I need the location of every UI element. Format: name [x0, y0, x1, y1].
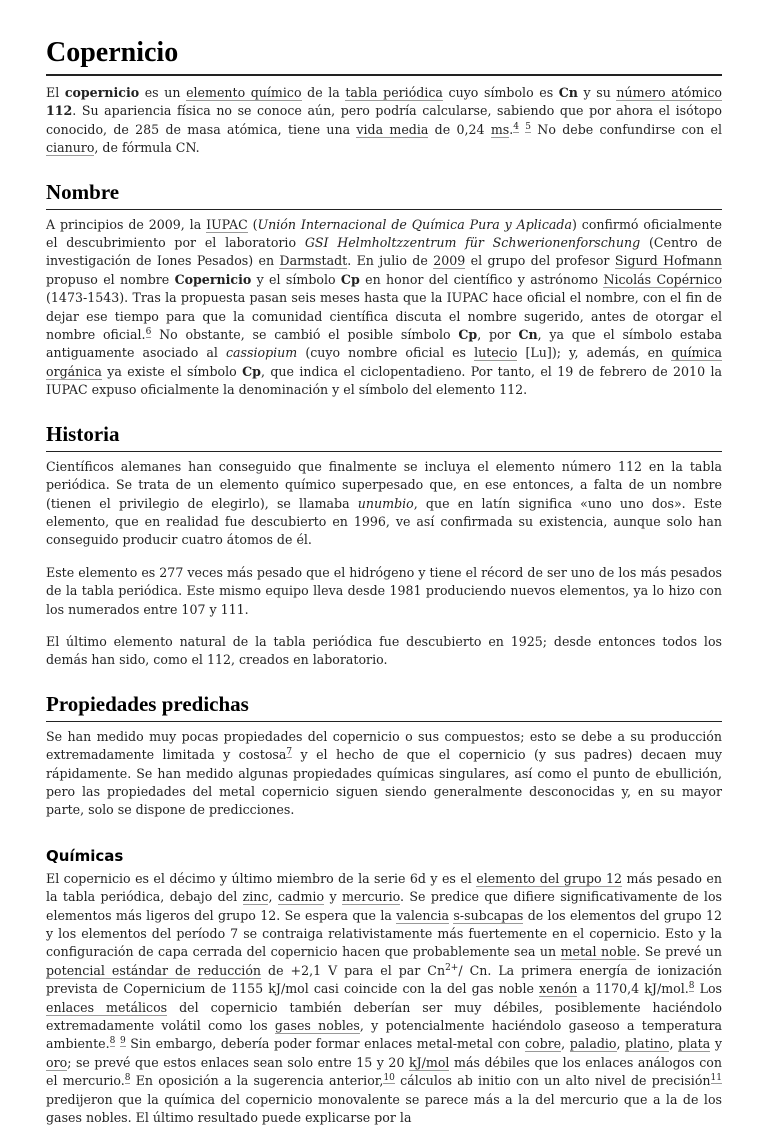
text: Los	[694, 981, 722, 997]
link-lutecio[interactable]: lutecio	[474, 345, 518, 361]
text: ,	[669, 1036, 679, 1052]
charge-superscript: 2+	[445, 962, 459, 973]
link-sigurd-hofmann[interactable]: Sigurd Hofmann	[614, 253, 722, 269]
text: de los elementos del grupo 12 y los elementos del período 7 se contraiga relativistamente más fuertemente en el copernicio. Esto y la configuración de capa cerrada del copernicio hacen que probablemente sea un	[46, 907, 722, 960]
link-potencial-estandar[interactable]: potencial estándar de reducción	[46, 962, 262, 978]
text: No obstante, se cambió el posible símbolo	[151, 327, 459, 343]
link-mercurio[interactable]: mercurio	[341, 889, 400, 905]
text: más pesado en la tabla periódica, debajo del	[46, 870, 722, 905]
ref-7[interactable]: 7	[286, 747, 293, 758]
page-title: Copernicio	[46, 36, 722, 76]
ref-4[interactable]: 4	[513, 121, 519, 132]
link-s-subcapas[interactable]: s-subcapas	[453, 907, 524, 923]
bold-term: Cp	[242, 363, 261, 379]
text: . En julio de	[347, 253, 434, 269]
text: ) confirmó oficialmente el descubrimiento por el laboratorio	[46, 216, 722, 251]
text: , y potencialmente haciéndolo gaseoso a temperatura ambiente.	[46, 1018, 722, 1052]
text: (cuyo nombre oficial es	[297, 345, 475, 361]
italic-text: cassiopium	[225, 345, 298, 361]
link-metal-noble[interactable]: metal noble	[560, 944, 637, 960]
text: No debe confundirse con el	[531, 121, 722, 137]
link-quimica-organica[interactable]: química orgánica	[46, 345, 722, 379]
link-nicolas-copernico[interactable]: Nicolás Copérnico	[603, 271, 722, 287]
text: y	[710, 1036, 722, 1052]
link-gases-nobles[interactable]: gases nobles	[274, 1018, 360, 1034]
text: y su	[577, 85, 617, 100]
text: A principios de 2009, la	[46, 216, 207, 232]
link-paladio[interactable]: paladio	[569, 1036, 617, 1052]
text: es un	[139, 85, 187, 100]
ref-8[interactable]: 8	[688, 981, 695, 992]
text: cálculos ab initio con un alto nivel de precisión	[394, 1073, 711, 1089]
link-oro[interactable]: oro	[46, 1054, 68, 1070]
text: , ya que el símbolo estaba antiguamente asociado al	[46, 327, 722, 361]
section-heading-nombre: Nombre	[46, 178, 722, 210]
text: . Se prevé un	[636, 944, 723, 960]
text: ,	[268, 889, 278, 905]
text: ya existe el símbolo	[101, 363, 243, 379]
ref-5[interactable]: 5	[525, 121, 532, 132]
nombre-paragraph	[46, 216, 722, 400]
quimicas-paragraph	[46, 870, 722, 1127]
ref-6[interactable]: 6	[145, 327, 152, 338]
link-kj-mol[interactable]: kJ/mol	[408, 1054, 450, 1070]
link-iupac[interactable]: IUPAC	[206, 216, 248, 232]
text: de 0,24	[428, 121, 491, 137]
text: ; se prevé que estos enlaces sean solo entre 15 y 20	[67, 1054, 409, 1070]
subsection-heading-quimicas: Químicas	[46, 846, 124, 865]
bold-term: Cp	[340, 271, 360, 287]
link-xenon[interactable]: xenón	[539, 981, 578, 997]
section-heading-historia: Historia	[46, 420, 722, 452]
text: más débiles que los enlaces análogos con el mercurio.	[46, 1054, 722, 1089]
bold-term: Cp	[458, 327, 478, 343]
link-elemento-quimico[interactable]: elemento químico	[186, 85, 302, 100]
italic-text: Unión Internacional de Química Pura y Aplicada	[257, 216, 572, 232]
text: de la	[301, 85, 346, 100]
text: de +2,1 V para el par Cn	[261, 962, 446, 978]
bold-term: Cn	[558, 85, 578, 100]
text: y	[324, 889, 342, 905]
link-darmstadt[interactable]: Darmstadt	[279, 253, 348, 269]
text: (1473-1543). Tras la propuesta pasan seis meses hasta que la IUPAC hace oficial el nombre, con el fin de dejar ese tiempo para que la comunidad científica discuta el nombre sugerido, antes de otorgar el nombre oficial.	[46, 290, 722, 343]
historia-paragraph-1	[46, 458, 722, 550]
text: El	[46, 85, 65, 100]
link-2009[interactable]: 2009	[433, 253, 466, 269]
article	[46, 36, 722, 1127]
link-elemento-grupo-12[interactable]: elemento del grupo 12	[476, 870, 623, 886]
link-vida-media[interactable]: vida media	[356, 121, 429, 137]
text: del copernicio también deberían ser muy débiles, posiblemente haciéndolo extremadamente volátil como los	[46, 999, 722, 1034]
text: propuso el nombre	[46, 271, 175, 287]
link-enlaces-metalicos[interactable]: enlaces metálicos	[46, 999, 168, 1015]
text: Sin embargo, debería poder formar enlaces metal-metal con	[125, 1036, 525, 1052]
text: Científicos alemanes han conseguido que finalmente se incluya el elemento número 112 en la tabla periódica. Se trata de un elemento químico superpesado que, en ese entonces, a falta de un nombre (tienen el privilegio de elegirlo), se llamaba	[46, 458, 722, 511]
text: (	[247, 216, 258, 232]
intro-paragraph	[46, 84, 722, 158]
text: a 1170,4 kJ/mol.	[577, 981, 689, 997]
historia-paragraph-2: Este elemento es 277 veces más pesado que el hidrógeno y tiene el récord de ser uno de los más pesados de la tabla periódica. Este mismo equipo lleva desde 1981 produciendo nuevos elementos, ya lo hizo con los numerados entre 107 y 111.	[46, 564, 722, 617]
link-tabla-periodica[interactable]: tabla periódica	[345, 85, 443, 100]
text: ,	[561, 1036, 570, 1052]
text: y el símbolo	[251, 271, 341, 287]
text: y el hecho de que el copernicio (y sus padres) decaen muy rápidamente. Se han medido algunas propiedades químicas singulares, así como el punto de ebullición, pero las propiedades del metal copernicio siguen siendo generalmente desconocidas y, en su mayor parte, solo se dispone de predicciones.	[46, 747, 723, 818]
text: / Cn. La primera energía de ionización prevista de Copernicium de 1155 kJ/mol casi coincide con la del gas noble	[46, 962, 722, 997]
text: , que en latín significa «uno uno dos». Este elemento, que en realidad fue descubierto en 1996, ve así confirmada su existencia, aunque solo han conseguido producir cuatro átomos de él.	[46, 495, 722, 548]
italic-text: GSI Helmholtzzentrum für Schwerionenforschung	[304, 235, 641, 251]
bold-term: Copernicio	[174, 271, 252, 287]
link-numero-atomico[interactable]: número atómico	[616, 85, 722, 100]
link-platino[interactable]: platino	[625, 1036, 670, 1052]
text: ,	[616, 1036, 626, 1052]
ref-9[interactable]: 9	[119, 1036, 126, 1047]
link-cadmio[interactable]: cadmio	[277, 889, 325, 905]
link-cobre[interactable]: cobre	[524, 1036, 562, 1052]
italic-text: unumbio	[357, 495, 414, 511]
link-ms[interactable]: ms	[490, 121, 510, 137]
text: en honor del científico y astrónomo	[359, 271, 604, 287]
text: En oposición a la sugerencia anterior,	[130, 1073, 384, 1089]
text: , de fórmula CN.	[94, 140, 200, 156]
text: (Centro de investigación de Iones Pesados) en	[46, 235, 722, 269]
ref-10[interactable]: 10	[383, 1073, 395, 1084]
text: .	[509, 121, 514, 137]
link-valencia[interactable]: valencia	[396, 907, 450, 923]
link-zinc[interactable]: zinc	[242, 889, 269, 905]
text: El copernicio es el décimo y último miembro de la serie 6d y es el	[46, 870, 477, 886]
ref-8[interactable]: 8	[124, 1073, 131, 1084]
text: [Lu]); y, además, en	[517, 345, 672, 361]
text: , que indica el ciclopentadieno. Por tanto, el 19 de febrero de 2010 la IUPAC expuso oficialmente la denominación y el símbolo del elemento 112.	[46, 363, 722, 398]
bold-term: copernicio	[64, 85, 140, 100]
link-cianuro[interactable]: cianuro	[46, 140, 95, 156]
text: predijeron que la química del copernicio monovalente se parece más a la del mercurio que a la de los gases nobles. El último resultado puede explicarse por la	[46, 1091, 722, 1126]
text: . Su apariencia física no se conoce aún, pero podría calcularse, sabiendo que por ahora el isótopo conocido, de 285 de masa atómica, tiene una	[46, 103, 722, 137]
text: el grupo del profesor	[465, 253, 615, 269]
link-plata[interactable]: plata	[678, 1036, 711, 1052]
propiedades-paragraph	[46, 728, 722, 820]
ref-8[interactable]: 8	[109, 1036, 116, 1047]
text: cuyo símbolo es	[442, 85, 559, 100]
text: , por	[477, 327, 519, 343]
ref-11[interactable]: 11	[710, 1073, 722, 1084]
historia-paragraph-3: El último elemento natural de la tabla periódica fue descubierto en 1925; desde entonces todos los demás han sido, como el 112, creados en laboratorio.	[46, 633, 722, 668]
section-heading-propiedades: Propiedades predichas	[46, 690, 722, 722]
bold-term: 112	[46, 103, 73, 119]
bold-term: Cn	[518, 327, 538, 343]
text: Se han medido muy pocas propiedades del copernicio o sus compuestos; esto se debe a su producción extremadamente limitada y costosa	[46, 728, 722, 763]
text: . Se predice que difiere significativamente de los elementos más ligeros del grupo 12. Se espera que la	[46, 889, 722, 923]
